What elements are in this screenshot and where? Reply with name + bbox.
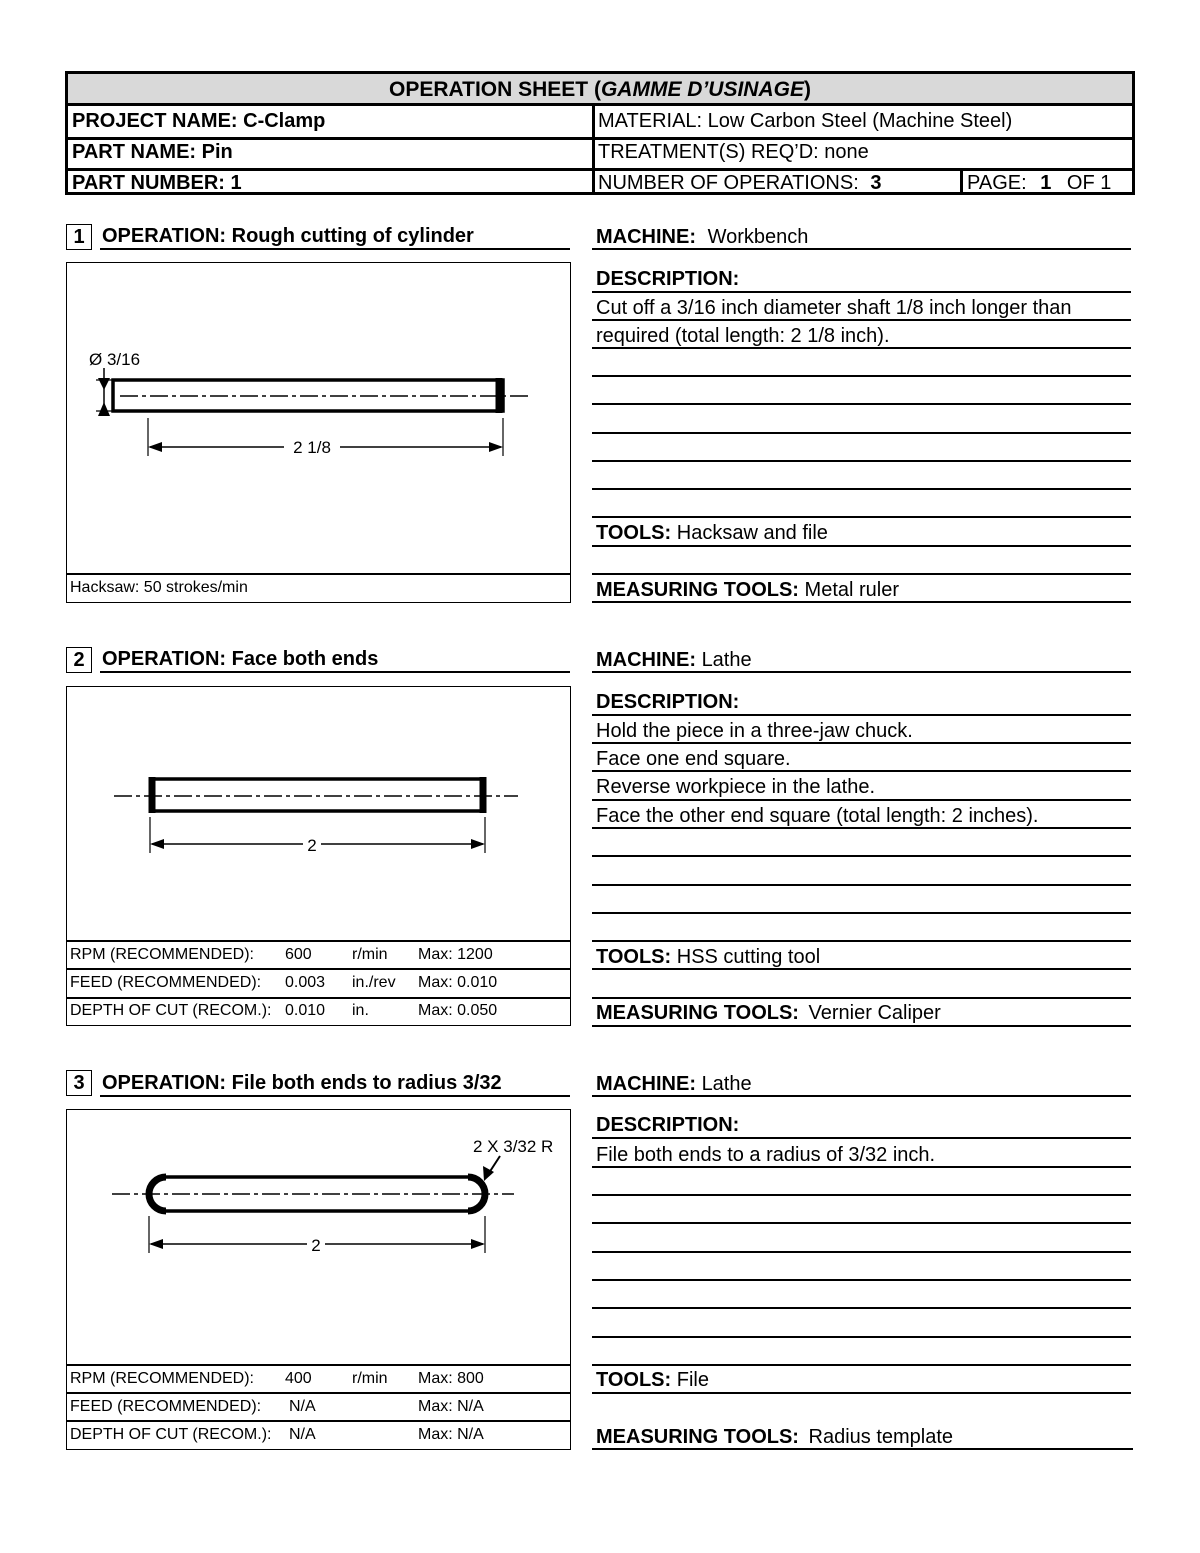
page-of: OF 1 [1066, 172, 1112, 194]
op1-note: Hacksaw: 50 strokes/min [70, 579, 248, 596]
op2-param-label: DEPTH OF CUT (RECOM.): [70, 1002, 272, 1019]
op3-param-label: DEPTH OF CUT (RECOM.): [70, 1426, 272, 1443]
op3-param-value: N/A [289, 1398, 316, 1415]
op2-number: 2 [66, 647, 92, 673]
op3-tools-value: File [676, 1369, 709, 1391]
op2-param-value: 0.003 [285, 974, 326, 991]
op3-param-label: FEED (RECOMMENDED): [70, 1398, 262, 1415]
op3-machine-label: MACHINE: [596, 1073, 696, 1095]
op3-param-max: Max: 800 [418, 1370, 484, 1387]
op3-measuring-label: MEASURING TOOLS: [596, 1426, 799, 1448]
op3-tools-label: TOOLS: [596, 1369, 672, 1391]
op3-machine-value: Lathe [701, 1073, 752, 1095]
num-ops-label: NUMBER OF OPERATIONS: [598, 172, 859, 194]
treatment: TREATMENT(S) REQ’D: none [598, 141, 869, 163]
part-name: PART NAME: Pin [72, 141, 233, 163]
op2-machine-value: Lathe [701, 649, 752, 671]
sheet-title-main: OPERATION SHEET ( [389, 78, 601, 101]
op2-description-line: Reverse workpiece in the lathe. [596, 776, 876, 798]
op3-title: OPERATION: File both ends to radius 3/32 [102, 1072, 502, 1094]
op3-tools [596, 1368, 709, 1392]
op1-measuring-label: MEASURING TOOLS: [596, 579, 799, 601]
op2-tools-value: HSS cutting tool [676, 946, 821, 968]
project-name: PROJECT NAME: C-Clamp [72, 110, 326, 132]
op3-dim-radius: 2 X 3/32 R [473, 1137, 554, 1156]
op3-param-unit: r/min [352, 1370, 388, 1387]
op1-measuring-value: Metal ruler [804, 579, 900, 601]
op2-description-line: Face the other end square (total length: 2 inches). [596, 805, 1039, 827]
material: MATERIAL: Low Carbon Steel (Machine Steel) [598, 110, 1013, 132]
op3-measuring-tools [596, 1425, 953, 1449]
op2-param-unit: r/min [352, 946, 388, 963]
op1-dim-length: 2 1/8 [293, 438, 331, 457]
op2-param-unit: in./rev [352, 974, 396, 991]
op3-dim-length: 2 [311, 1236, 321, 1255]
op2-param-max: Max: 0.050 [418, 1002, 498, 1019]
sheet-title-close: ) [803, 78, 811, 101]
op2-param-max: Max: 0.010 [418, 974, 498, 991]
op2-param-label: RPM (RECOMMENDED): [70, 946, 254, 963]
op2-machine-label: MACHINE: [596, 649, 696, 671]
op2-description-line: Face one end square. [596, 748, 791, 770]
op3-length-arrow-left [149, 1239, 163, 1249]
op3-param-max: Max: N/A [418, 1426, 484, 1443]
op2-tools-label: TOOLS: [596, 946, 672, 968]
page-value: 1 [1040, 172, 1052, 194]
op3-param-value: 400 [285, 1370, 312, 1387]
op3-length-arrow-right [471, 1239, 485, 1249]
op2-param-value: 600 [285, 946, 312, 963]
op2-param-max: Max: 1200 [418, 946, 493, 963]
op1-title: OPERATION: Rough cutting of cylinder [102, 225, 474, 247]
op1-tools-value: Hacksaw and file [676, 522, 828, 544]
op2-description-label: DESCRIPTION: [596, 691, 740, 713]
sheet-title-italic: GAMME D’USINAGE [600, 78, 804, 101]
op2-description-line: Hold the piece in a three-jaw chuck. [596, 720, 913, 742]
op1-description-line: required (total length: 2 1/8 inch). [596, 325, 890, 347]
op1-dim-diameter: Ø 3/16 [89, 350, 141, 369]
op2-param-unit: in. [352, 1002, 369, 1019]
op2-param-value: 0.010 [285, 1002, 326, 1019]
op3-number: 3 [66, 1070, 92, 1096]
op3-param-max: Max: N/A [418, 1398, 484, 1415]
op3-measuring-value: Radius template [808, 1426, 954, 1448]
op3-description-line: File both ends to a radius of 3/32 inch. [596, 1144, 936, 1166]
op1-machine-value: Workbench [707, 226, 809, 248]
op3-param-label: RPM (RECOMMENDED): [70, 1370, 254, 1387]
op1-tools-label: TOOLS: [596, 522, 672, 544]
op3-description-label: DESCRIPTION: [596, 1114, 740, 1136]
page-label: PAGE: [967, 172, 1027, 194]
op3-param-value: N/A [289, 1426, 316, 1443]
op1-description-label: DESCRIPTION: [596, 268, 740, 290]
op1-number: 1 [66, 224, 92, 250]
op2-title: OPERATION: Face both ends [102, 648, 379, 670]
op2-dim-length: 2 [307, 836, 317, 855]
op1-description-line: Cut off a 3/16 inch diameter shaft 1/8 inch longer than [596, 297, 1072, 319]
op2-measuring-value: Vernier Caliper [808, 1002, 941, 1024]
op2-measuring-label: MEASURING TOOLS: [596, 1002, 799, 1024]
part-number: PART NUMBER: 1 [72, 172, 242, 194]
num-ops-value: 3 [870, 172, 882, 194]
op1-machine-label: MACHINE: [596, 226, 696, 248]
op2-param-label: FEED (RECOMMENDED): [70, 974, 262, 991]
op3-machine [596, 1072, 752, 1096]
